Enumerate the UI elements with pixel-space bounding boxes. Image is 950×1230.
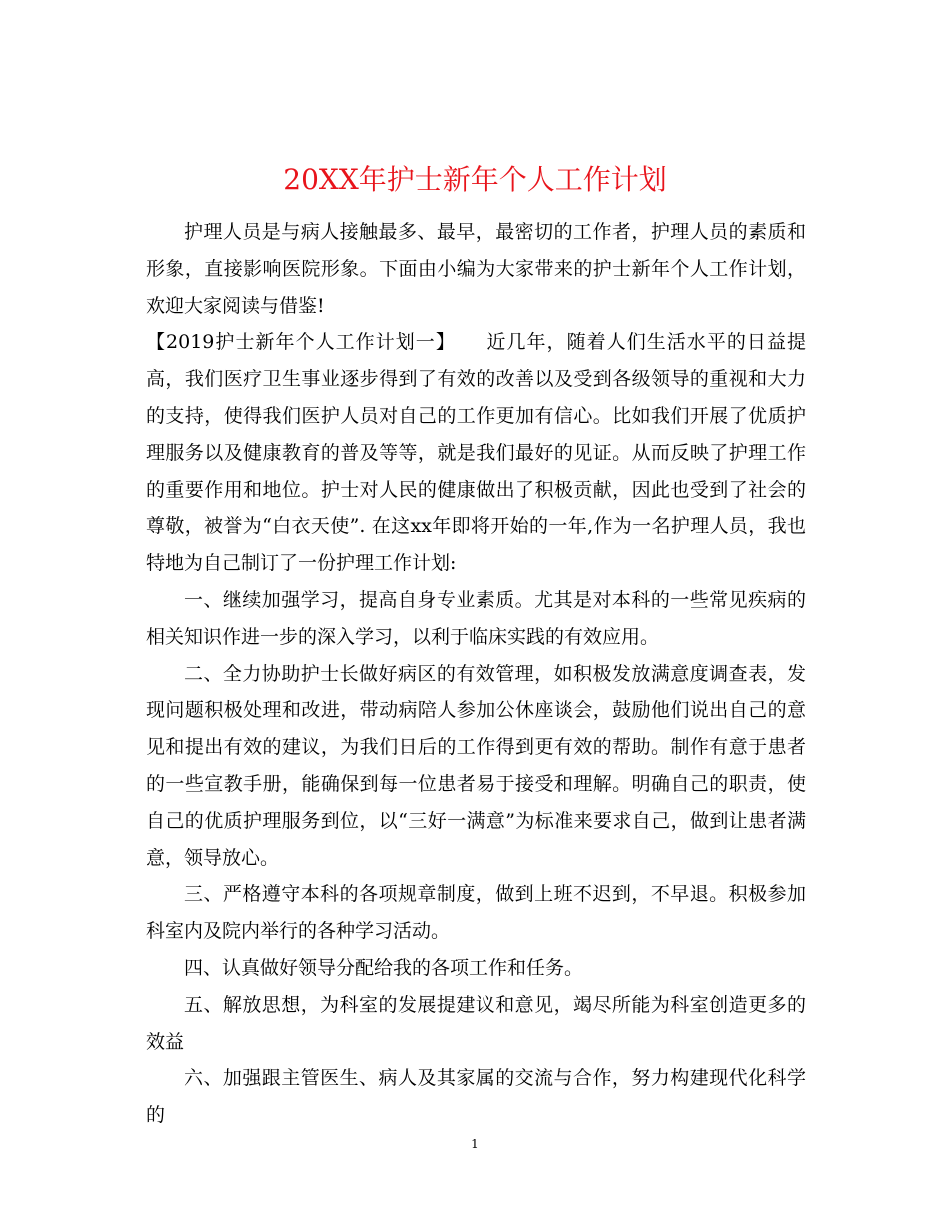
item-four-paragraph: 四、认真做好领导分配给我的各项工作和任务。	[184, 956, 584, 979]
item-two-paragraph: 二、全力协助护士长做好病区的有效管理，如积极发放满意度调查表，发现问题积极处理和改进，带动病陪人参加公休座谈会，鼓励他们说出自己的意见和提出有效的建议，为我们日后的工作得到更有效的帮助。制作有意于患者的一些宣教手册，能确保到每一位患者易于接受和理解。明确自己的职责，使自己的优质护理服务到位，以“三好一满意”为标准来要求自己，做到让患者满意，领导放心。	[146, 662, 806, 869]
intro-paragraph: 护理人员是与病人接触最多、最早，最密切的工作者，护理人员的素质和形象，直接影响医院形象。下面由小编为大家带来的护士新年个人工作计划，欢迎大家阅读与借鉴!	[146, 221, 806, 317]
item-five-paragraph: 五、解放思想，为科室的发展提建议和意见，竭尽所能为科室创造更多的效益	[146, 993, 806, 1053]
document-title: 20XX年护士新年个人工作计划	[283, 162, 667, 196]
item-three-paragraph: 三、严格遵守本科的各项规章制度，做到上班不迟到，不早退。积极参加科室内及院内举行的各种学习活动。	[146, 883, 806, 943]
page-number: 1	[471, 1137, 479, 1151]
item-one-paragraph: 一、继续加强学习，提高自身专业素质。尤其是对本科的一些常见疾病的相关知识作进一步的深入学习，以利于临床实践的有效应用。	[146, 588, 806, 648]
document-body	[146, 214, 806, 1134]
item-six-paragraph: 六、加强跟主管医生、病人及其家属的交流与合作，努力构建现代化科学的	[146, 1067, 806, 1127]
plan-one-paragraph: 【2019护士新年个人工作计划一】 近几年，随着人们生活水平的日益提高，我们医疗卫生事业逐步得到了有效的改善以及受到各级领导的重视和大力的支持，使得我们医护人员对自己的工作更加有信心。比如我们开展了优质护理服务以及健康教育的普及等等，就是我们最好的见证。从而反映了护理工作的重要作用和地位。护士对人民的健康做出了积极贡献，因此也受到了社会的尊敬，被誉为“白衣天使”. 在这xx年即将开始的一年,作为一名护理人员，我也特地为自己制订了一份护理工作计划:	[146, 331, 806, 575]
